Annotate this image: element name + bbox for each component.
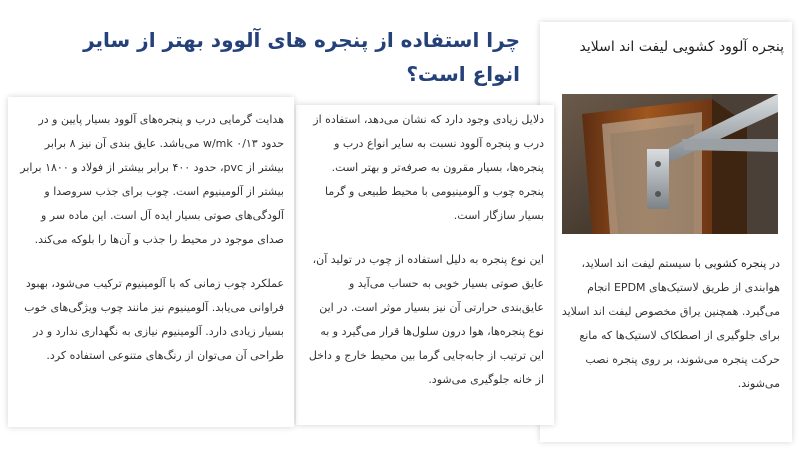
right-text-post: با سیستم لیفت اند اسلاید، هوابندی از طریق لاستیک‌های EPDM انجام می‌گیرد. همچنین یراق مخصوص لیفت اند اسلاید برای جلوگیری از اصطکاک لاستیک‌ها که مانع حرکت پنجره می‌شوند، بر روی پنجره نصب می‌شوند. (561, 257, 780, 390)
middle-card-text (304, 108, 544, 392)
middle-paragraph-2: این نوع پنجره به دلیل استفاده از چوب در تولید آن، عایق صوتی بسیار خوبی به حساب می‌آید و عایق‌بندی حرارتی آن نیز بسیار موثر است. در این نوع پنجره‌ها، هوا درون سلول‌ها قرار می‌گیرد و به این ترتیب از جابه‌جایی گرما بین محیط خارج و داخل از خانه جلوگیری می‌شود. (308, 253, 544, 386)
left-card-text (18, 108, 284, 368)
keyword-link[interactable]: پنجره کشویی (704, 257, 767, 270)
window-photo (562, 94, 778, 234)
page-title: چرا استفاده از پنجره های آلوود بهتر از سایر انواع است؟ (83, 28, 520, 86)
right-card-title: پنجره آلوود کشویی لیفت اند اسلاید (579, 39, 784, 55)
window-photo-illustration (562, 94, 778, 234)
left-paragraph-1: هدایت گرمایی درب و پنجره‌های آلوود بسیار پایین و در حدود ۰/۱۳ w/mk می‌باشد. عایق بندی آن نیز ۸ برابر بیشتر از pvc، حدود ۴۰۰ برابر بیشتر از فولاد و ۱۸۰۰ برابر بیشتر از آلومینیوم است. چوب برای جذب سروصدا و آلودگی‌های صوتی بسیار ایده آل است. این ماده سر و صدای موجود در محیط را جذب و آن‌ها را بلوکه می‌کند. (20, 113, 284, 246)
left-paragraph-2: عملکرد چوب زمانی که با آلومینیوم ترکیب می‌شود، بهبود فراوانی می‌یابد. آلومینیوم نیز مانند چوب ویژگی‌های خوب بسیار زیادی دارد. آلومینیوم نیازی به نگهداری ندارد و در طراحی آن می‌توان از رنگ‌های متنوعی استفاده کرد. (24, 277, 284, 362)
middle-paragraph-1: دلایل زیادی وجود دارد که نشان می‌دهد، استفاده از درب و پنجره آلوود نسبت به سایر انواع درب و پنجره‌ها، بسیار مقرون به صرفه‌تر و بهتر است. پنجره چوب و آلومینیومی با محیط طبیعی و گرما بسیار سازگار است. (313, 113, 544, 222)
right-text-pre: در (766, 257, 780, 270)
right-card-text (556, 252, 780, 396)
